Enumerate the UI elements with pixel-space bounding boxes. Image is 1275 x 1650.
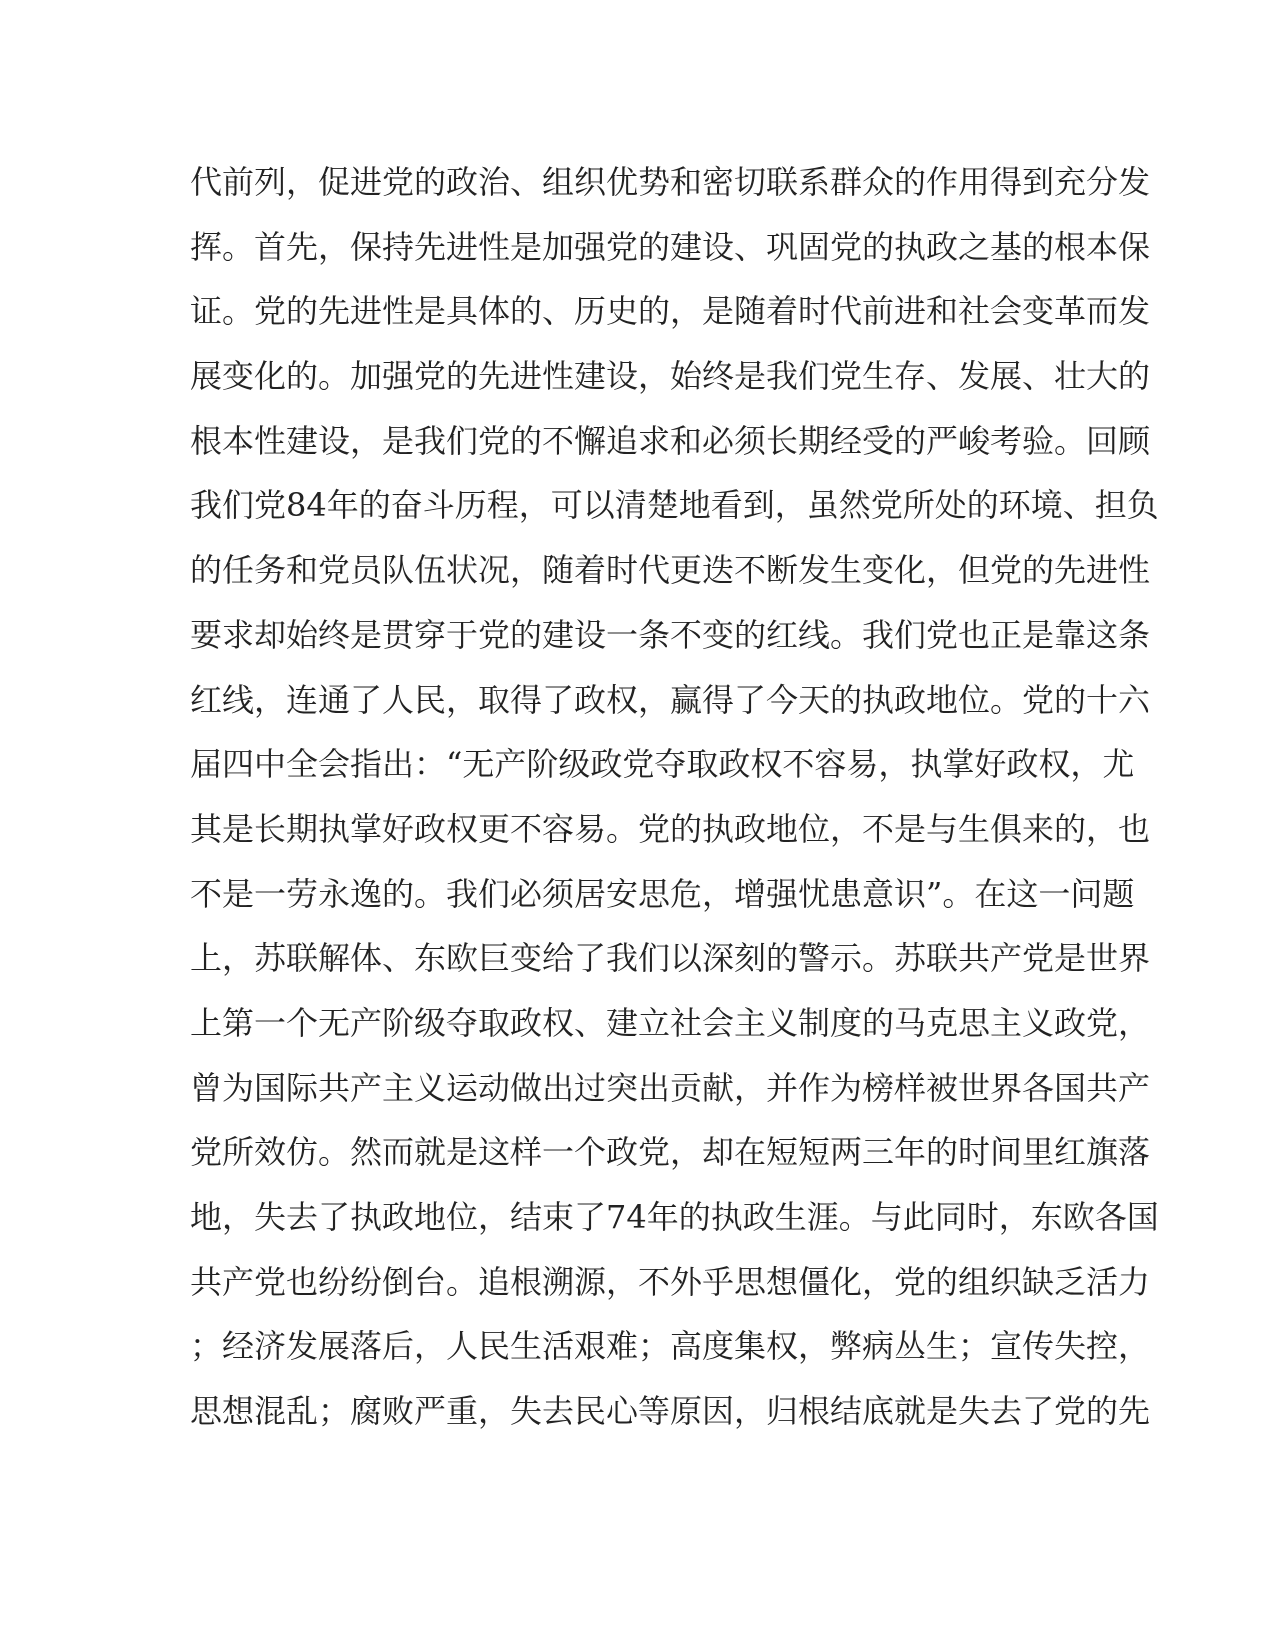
text-line: 红线，连通了人民，取得了政权，赢得了今天的执政地位。党的十六	[190, 680, 1151, 719]
text-line: 证。党的先进性是具体的、历史的，是随着时代前进和社会变革而发	[190, 292, 1151, 331]
text-line: 上第一个无产阶级夺取政权、建立社会主义制度的马克思主义政党，	[190, 1003, 1151, 1042]
text-line: ；经济发展落后，人民生活艰难；高度集权，弊病丛生；宣传失控，	[190, 1327, 1151, 1366]
text-line: 上，苏联解体、东欧巨变给了我们以深刻的警示。苏联共产党是世界	[190, 939, 1151, 978]
body-text	[190, 160, 1159, 1454]
text-line: 不是一劳永逸的。我们必须居安思危，增强忧患意识”。在这一问题	[190, 874, 1135, 913]
text-line: 根本性建设，是我们党的不懈追求和必须长期经受的严峻考验。回顾	[190, 421, 1151, 460]
text-line: 思想混乱；腐败严重，失去民心等原因，归根结底就是失去了党的先	[190, 1392, 1151, 1431]
text-line: 其是长期执掌好政权更不容易。党的执政地位，不是与生俱来的，也	[190, 809, 1151, 848]
text-line: 代前列，促进党的政治、组织优势和密切联系群众的作用得到充分发	[190, 163, 1151, 201]
text-line: 地，失去了执政地位，结束了74年的执政生涯。与此同时，东欧各国	[190, 1198, 1159, 1236]
text-line: 党所效仿。然而就是这样一个政党，却在短短两三年的时间里红旗落	[190, 1133, 1151, 1172]
text-line: 的任务和党员队伍状况，随着时代更迭不断发生变化，但党的先进性	[190, 551, 1151, 590]
text-line: 届四中全会指出：“无产阶级政党夺取政权不容易，执掌好政权，尤	[190, 745, 1135, 784]
text-line: 展变化的。加强党的先进性建设，始终是我们党生存、发展、壮大的	[190, 357, 1151, 396]
text-line: 要求却始终是贯穿于党的建设一条不变的红线。我们党也正是靠这条	[190, 615, 1151, 654]
text-line: 我们党84年的奋斗历程，可以清楚地看到，虽然党所处的环境、担负	[190, 486, 1159, 525]
text-line: 共产党也纷纷倒台。追根溯源，不外乎思想僵化，党的组织缺乏活力	[190, 1262, 1151, 1301]
text-line: 挥。首先，保持先进性是加强党的建设、巩固党的执政之基的根本保	[190, 227, 1151, 266]
text-line: 曾为国际共产主义运动做出过突出贡献，并作为榜样被世界各国共产	[190, 1068, 1151, 1107]
